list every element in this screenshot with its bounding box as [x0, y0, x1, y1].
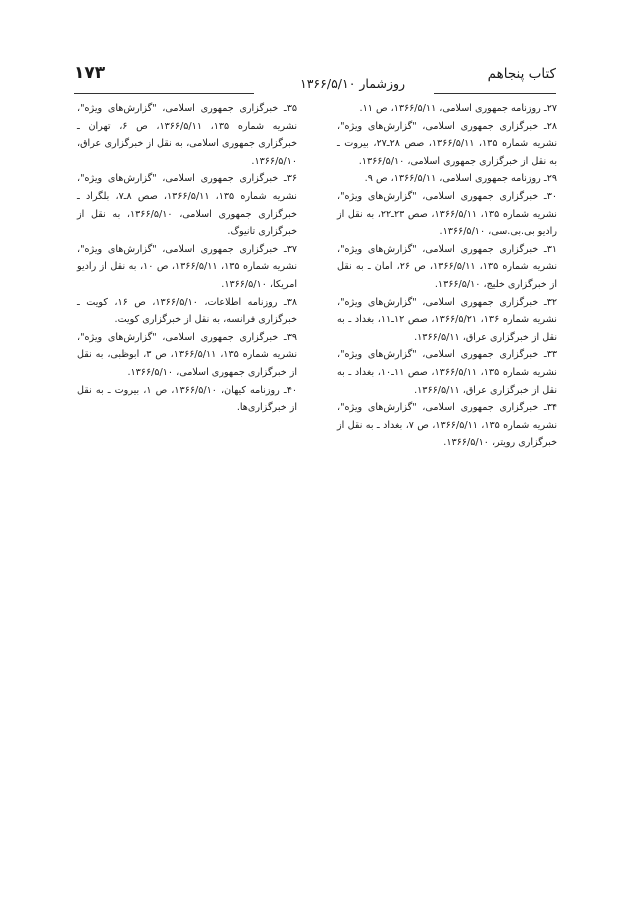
- footnote-27: ۲۷ـ روزنامه جمهوری اسلامی، ۱۳۶۶/۵/۱۱، ص ۱۱.: [359, 103, 557, 114]
- footnote-38: ۳۸ـ روزنامه اطلاعات، ۱۳۶۶/۵/۱۰، ص ۱۶، کویت ـ خبرگزاری فرانسه، به نقل از خبرگزاری کویت.: [77, 296, 297, 326]
- book-title: کتاب پنجاهم: [487, 66, 556, 82]
- footnote-39: ۳۹ـ خبرگزاری جمهوری اسلامی، "گزارش‌های ویژه"، نشریه شماره ۱۳۵، ۱۳۶۶/۵/۱۱، ص ۳، ابوظبی، به نقل از خبرگزاری جمهوری اسلامی، ۱۳۶۶/۵/۱۰.: [77, 331, 297, 378]
- header-rule-right: [434, 93, 556, 94]
- footnote-36: ۳۶ـ خبرگزاری جمهوری اسلامی، "گزارش‌های ویژه"، نشریه شماره ۱۳۵، ۱۳۶۶/۵/۱۱، صص ۸ـ۷، بلگراد ـ خبرگزاری جمهوری اسلامی، ۱۳۶۶/۵/۱۰، به نقل از خبرگزاری تانیوگ.: [77, 173, 297, 238]
- footnote-32: ۳۲ـ خبرگزاری جمهوری اسلامی، "گزارش‌های ویژه"، نشریه شماره ۱۳۶، ۱۳۶۶/۵/۲۱، صص ۱۲ـ۱۱، بغداد ـ به نقل از خبرگزاری عراق، ۱۳۶۶/۵/۱۱.: [337, 296, 557, 343]
- running-header: [74, 62, 556, 94]
- footnote-37: ۳۷ـ خبرگزاری جمهوری اسلامی، "گزارش‌های ویژه"، نشریه شماره ۱۳۵، ۱۳۶۶/۵/۱۱، ص ۱۰، به نقل از رادیو امریکا، ۱۳۶۶/۵/۱۰.: [77, 243, 297, 290]
- footnote-34: ۳۴ـ خبرگزاری جمهوری اسلامی، "گزارش‌های ویژه"، نشریه شماره ۱۳۵، ۱۳۶۶/۵/۱۱، ص ۷، بغداد ـ به نقل از خبرگزاری رویتر، ۱۳۶۶/۵/۱۰.: [337, 402, 558, 449]
- footnotes-right-column: [337, 100, 557, 452]
- footnote-35: ۳۵ـ خبرگزاری جمهوری اسلامی، "گزارش‌های ویژه"، نشریه شماره ۱۳۵، ۱۳۶۶/۵/۱۱، ص ۶، تهران ـ خبرگزاری جمهوری اسلامی، به نقل از خبرگزاری عراق، ۱۳۶۶/۵/۱۰.: [77, 103, 297, 167]
- footnote-28: ۲۸ـ خبرگزاری جمهوری اسلامی، "گزارش‌های ویژه"، نشریه شماره ۱۳۵، ۱۳۶۶/۵/۱۱، صص ۲۸ـ۲۷، بیروت ـ به نقل از خبرگزاری جمهوری اسلامی، ۱۳۶۶/۵/۱۰.: [337, 120, 557, 167]
- header-rule-left: [74, 93, 254, 94]
- footnote-33: ۳۳ـ خبرگزاری جمهوری اسلامی، "گزارش‌های ویژه"، نشریه شماره ۱۳۵، ۱۳۶۶/۵/۱۱، صص ۱۱ـ۱۰، بغداد ـ به نقل از خبرگزاری عراق، ۱۳۶۶/۵/۱۱.: [337, 349, 557, 396]
- page-number: ۱۷۳: [74, 63, 106, 83]
- footnote-40: ۴۰ـ روزنامه کیهان، ۱۳۶۶/۵/۱۰، ص ۱، بیروت ـ به نقل از خبرگزاری‌ها.: [77, 384, 298, 414]
- footnotes-left-column: [77, 100, 297, 417]
- footnote-30: ۳۰ـ خبرگزاری جمهوری اسلامی، "گزارش‌های ویژه"، نشریه شماره ۱۳۵، ۱۳۶۶/۵/۱۱، صص ۲۳ـ۲۲، به نقل از رادیو بی.بی.سی، ۱۳۶۶/۵/۱۰.: [337, 190, 557, 238]
- footnote-31: ۳۱ـ خبرگزاری جمهوری اسلامی، "گزارش‌های ویژه"، نشریه شماره ۱۳۵، ۱۳۶۶/۵/۱۱، ص ۲۶، امان ـ به نقل از خبرگزاری خلیج، ۱۳۶۶/۵/۱۰.: [337, 243, 557, 290]
- footnote-29: ۲۹ـ روزنامه جمهوری اسلامی، ۱۳۶۶/۵/۱۱، ص ۹.: [364, 173, 557, 185]
- section-title: روزشمار ۱۳۶۶/۵/۱۰: [300, 76, 406, 91]
